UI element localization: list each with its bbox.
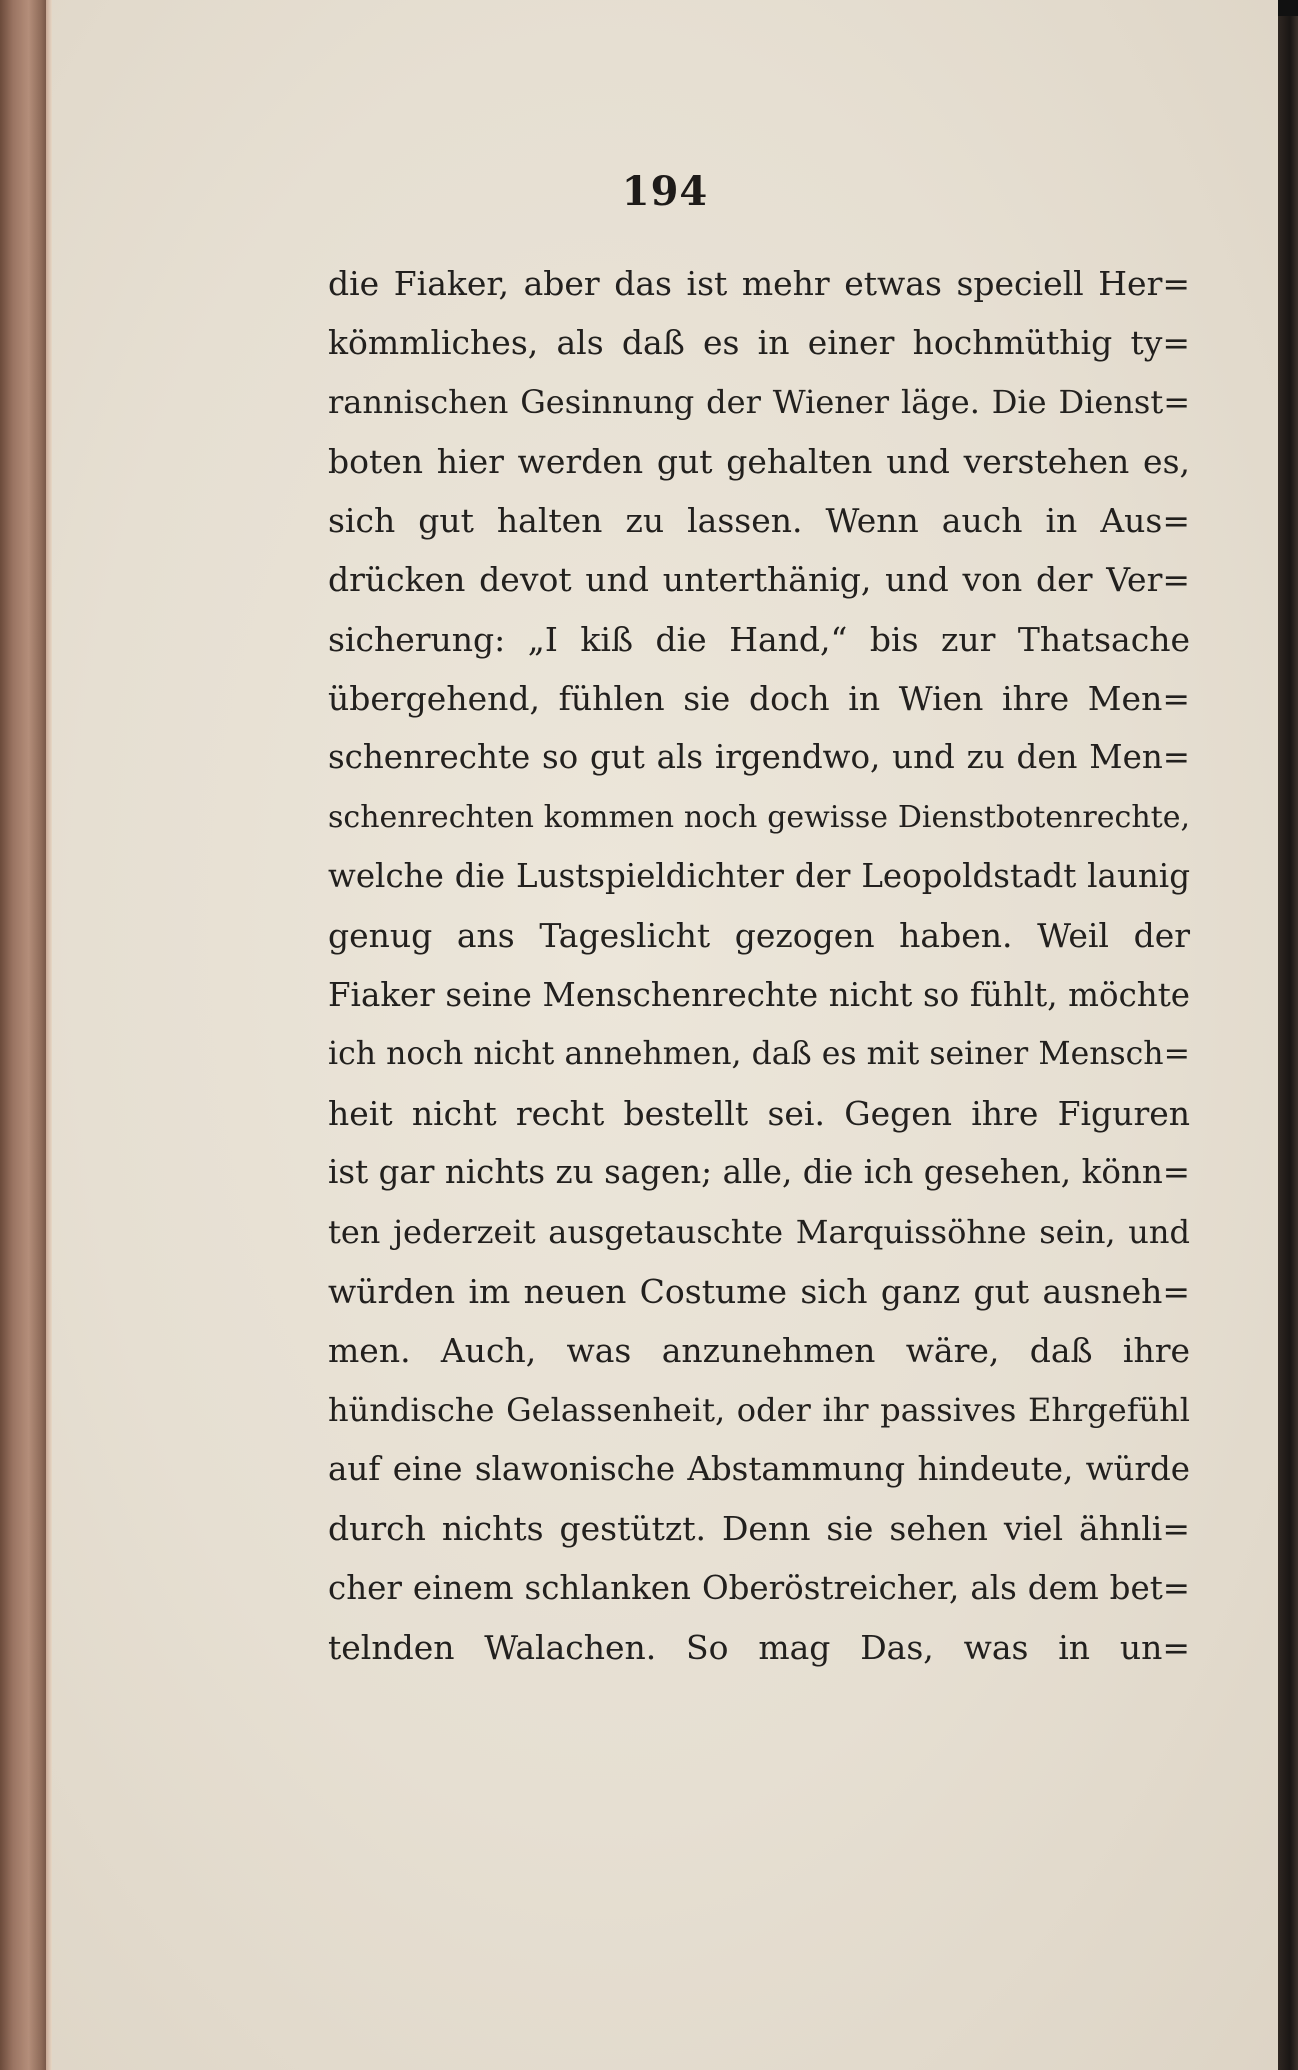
text-line: heit nicht recht bestellt sei. Gegen ihre Figuren (328, 1094, 1190, 1134)
text-line: ten jederzeit ausgetauschte Marquissöhne sein, und (328, 1212, 1190, 1251)
text-line: cher einem schlanken Oberöstreicher, als dem bet= (328, 1568, 1190, 1607)
text-line: übergehend, fühlen sie doch in Wien ihre Men= (328, 679, 1190, 719)
text-line: genug ans Tageslicht gezogen haben. Weil der (328, 916, 1190, 956)
text-line: auf eine slawonische Abstammung hindeute, würde (328, 1449, 1190, 1488)
text-line: sich gut halten zu lassen. Wenn auch in Aus= (328, 501, 1190, 541)
text-line: sicherung: „I kiß die Hand,“ bis zur Thatsache (328, 619, 1190, 659)
text-line: rannischen Gesinnung der Wiener läge. Die Dienst= (328, 382, 1190, 421)
page-number: 194 (621, 168, 709, 215)
text-line: würden im neuen Costume sich ganz gut ausneh= (328, 1272, 1190, 1312)
adjacent-page-edge (1278, 0, 1298, 2070)
text-line: welche die Lustspieldichter der Leopoldstadt launig (328, 856, 1190, 895)
scan-corner (1278, 0, 1298, 16)
text-line: men. Auch, was anzunehmen wäre, daß ihre (328, 1331, 1190, 1371)
body-text (328, 254, 1190, 1677)
book-page (52, 0, 1278, 2070)
text-line: ich noch nicht annehmen, daß es mit seiner Mensch= (328, 1035, 1190, 1072)
text-line: die Fiaker, aber das ist mehr etwas speciell Her= (328, 264, 1190, 303)
text-line: durch nichts gestützt. Denn sie sehen viel ähnli= (328, 1509, 1190, 1549)
text-line: schenrechten kommen noch gewisse Dienstbotenrechte, (328, 799, 1190, 835)
text-line: Fiaker seine Menschenrechte nicht so fühlt, möchte (328, 975, 1190, 1014)
text-line: drücken devot und unterthänig, und von der Ver= (328, 560, 1190, 600)
text-line: ist gar nichts zu sagen; alle, die ich gesehen, könn= (328, 1153, 1190, 1192)
text-line: kömmliches, als daß es in einer hochmüthig ty= (328, 323, 1190, 363)
text-line: telnden Walachen. So mag Das, was in un= (328, 1627, 1190, 1667)
text-line: boten hier werden gut gehalten und verstehen es, (328, 441, 1190, 481)
text-line: hündische Gelassenheit, oder ihr passives Ehrgefühl (328, 1390, 1190, 1429)
text-line: schenrechte so gut als irgendwo, und zu den Men= (328, 738, 1190, 777)
book-spine-edge (0, 0, 52, 2070)
